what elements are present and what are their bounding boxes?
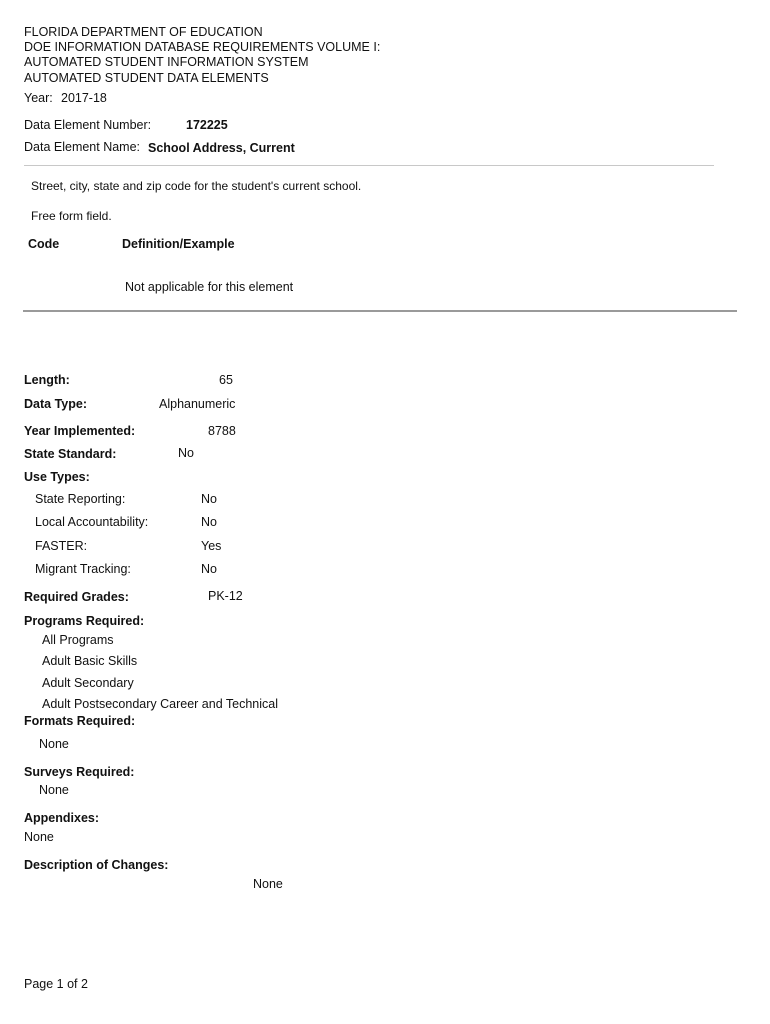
code-table-row: Not applicable for this element [125,280,294,294]
formats-required-value: None [39,737,69,751]
code-column-header: Code [28,237,60,251]
program-item: Adult Postsecondary Career and Technical [42,697,279,711]
data-type-value: Alphanumeric [159,397,236,411]
element-number-value: 172225 [186,118,228,132]
use-type-label: FASTER: [35,539,88,553]
element-number-label: Data Element Number: [24,118,152,132]
programs-required-label: Programs Required: [24,614,145,628]
data-type-label: Data Type: [24,397,87,411]
year-implemented-label: Year Implemented: [24,424,136,438]
description-text: Street, city, state and zip code for the student's current school. [31,179,362,193]
description-note: Free form field. [31,209,112,223]
use-type-label: Local Accountability: [35,515,149,529]
header-divider [24,165,714,166]
surveys-required-label: Surveys Required: [24,765,135,779]
length-value: 65 [219,373,233,387]
state-standard-label: State Standard: [24,447,117,461]
program-item: All Programs [42,633,114,647]
surveys-required-value: None [39,783,69,797]
definition-column-header: Definition/Example [122,237,235,251]
year-label: Year: [24,91,53,105]
code-table-divider [23,310,737,312]
length-label: Length: [24,373,70,387]
header-line-1: FLORIDA DEPARTMENT OF EDUCATION [24,25,263,39]
year-implemented-value: 8788 [208,424,236,438]
header-line-3: AUTOMATED STUDENT INFORMATION SYSTEM [24,55,309,69]
appendixes-value: None [24,830,54,844]
appendixes-label: Appendixes: [24,811,100,825]
state-standard-value: No [178,446,194,460]
use-type-value: No [201,492,217,506]
use-type-value: No [201,562,217,576]
program-item: Adult Secondary [42,676,134,690]
use-type-label: State Reporting: [35,492,126,506]
program-item: Adult Basic Skills [42,654,138,668]
description-of-changes-value: None [253,877,283,891]
element-name-label: Data Element Name: [24,140,141,154]
page-number: Page 1 of 2 [24,977,88,991]
use-types-label: Use Types: [24,470,90,484]
required-grades-label: Required Grades: [24,590,129,604]
use-type-label: Migrant Tracking: [35,562,131,576]
element-name-value: School Address, Current [148,141,295,155]
header-line-2: DOE INFORMATION DATABASE REQUIREMENTS VOLUME I: [24,40,381,54]
required-grades-value: PK-12 [208,589,243,603]
use-type-value: Yes [201,539,222,553]
use-type-value: No [201,515,217,529]
year-value: 2017-18 [61,91,107,105]
formats-required-label: Formats Required: [24,714,136,728]
header-line-4: AUTOMATED STUDENT DATA ELEMENTS [24,71,269,85]
description-of-changes-label: Description of Changes: [24,858,169,872]
